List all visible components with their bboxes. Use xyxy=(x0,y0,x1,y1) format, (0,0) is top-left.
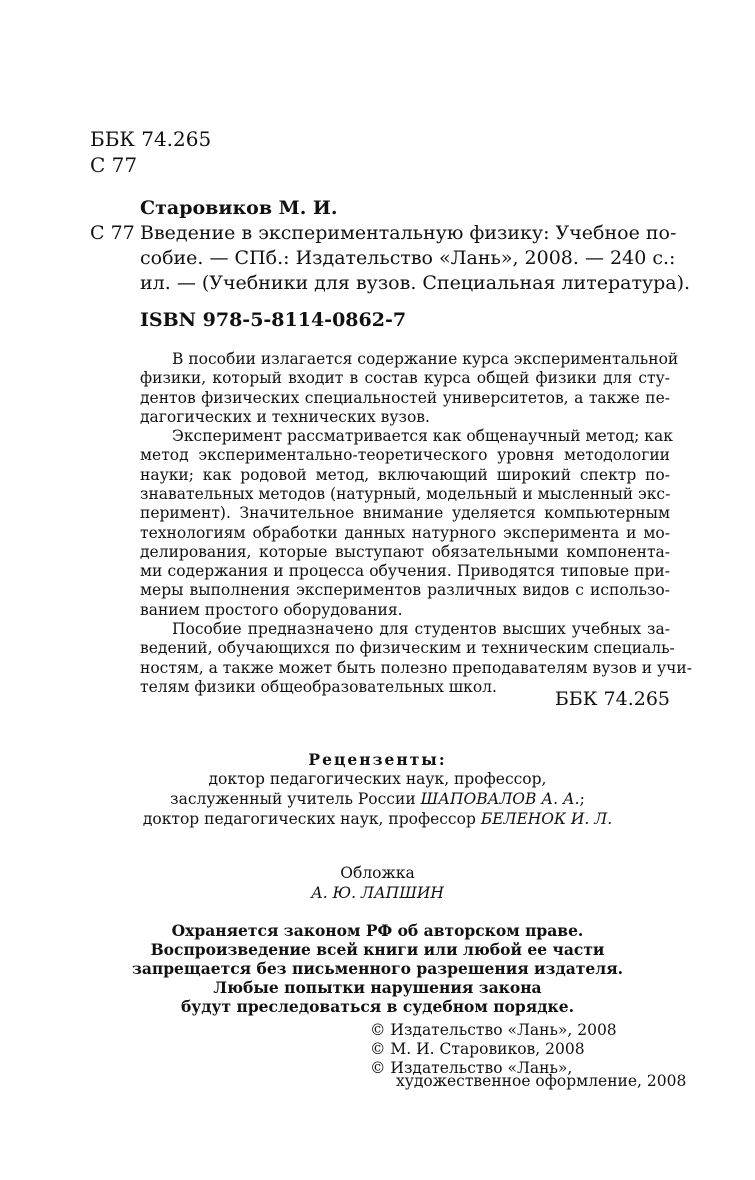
abstract-line: перимент). Значительное внимание уделяется компьютерным xyxy=(140,504,670,522)
author-name: Старовиков М. И. xyxy=(140,197,338,219)
notice-line: Охраняется законом РФ об авторском праве. xyxy=(171,921,584,940)
abstract-line: знавательных методов (натурный, модельный и мысленный экс- xyxy=(140,485,671,503)
bbk-classification: ББК 74.265 xyxy=(90,127,212,151)
author-mark-code: С 77 xyxy=(90,153,138,177)
copyright-line: © Издательство «Лань», xyxy=(370,1059,573,1077)
reviewer-name: БЕЛЕНОК И. Л. xyxy=(480,810,613,828)
copyright-line: художественное оформление, 2008 xyxy=(396,1072,687,1090)
abstract-line: телям физики общеобразовательных школ. xyxy=(140,678,497,696)
cover-designer: А. Ю. ЛАПШИН xyxy=(311,884,444,902)
abstract-line: ванием простого оборудования. xyxy=(140,601,403,619)
copyright-line: © М. И. Старовиков, 2008 xyxy=(370,1040,585,1058)
abstract-line: науки; как родовой метод, включающий широкий спектр по- xyxy=(140,466,670,484)
abstract-line: физики, который входит в состав курса общей физики для сту- xyxy=(140,369,670,387)
abstract-line: меры выполнения экспериментов различных видов с использо- xyxy=(140,581,670,599)
notice-line: будут преследоваться в судебном порядке. xyxy=(180,997,575,1016)
abstract-bbk: ББК 74.265 xyxy=(554,688,670,710)
abstract-line: метод экспериментально-теоретического уровня методологии xyxy=(140,446,670,464)
cover-label: Обложка xyxy=(340,864,415,882)
notice-line: Любые попытки нарушения закона xyxy=(213,978,542,997)
abstract-line: дагогических и технических вузов. xyxy=(140,408,430,426)
reviewer-separator: ; xyxy=(579,790,585,808)
reviewer-line: доктор педагогических наук, профессор, xyxy=(208,770,547,788)
reviewer-line xyxy=(0,790,755,809)
abstract-line: В пособии излагается содержание курса экспериментальной xyxy=(172,350,679,368)
abstract-line: ностям, а также может быть полезно преподавателям вузов и учи- xyxy=(140,659,692,677)
reviewer-name: ШАПОВАЛОВ А. А. xyxy=(420,790,580,808)
abstract-line: делирования, которые выступают обязательными компонента- xyxy=(140,543,670,561)
abstract-line: дентов физических специальностей университетов, а также пе- xyxy=(140,389,670,407)
abstract-line: ведений, обучающихся по физическим и техническим специаль- xyxy=(140,639,675,657)
reviewer-line xyxy=(0,810,755,829)
record-description-line: ил. — (Учебники для вузов. Специальная литература). xyxy=(140,272,691,294)
record-description-line: Введение в экспериментальную физику: Учебное по- xyxy=(140,222,677,244)
copyright-line: © Издательство «Лань», 2008 xyxy=(370,1021,617,1039)
abstract-line: ми содержания и процесса обучения. Приводятся типовые при- xyxy=(140,562,670,580)
abstract-line: технологиям обработки данных натурного эксперимента и мо- xyxy=(140,524,670,542)
record-description-line: собие. — СПб.: Издательство «Лань», 2008. — 240 с.: xyxy=(140,247,676,269)
abstract-line: Эксперимент рассматривается как общенаучный метод; как xyxy=(172,427,673,445)
notice-line: запрещается без письменного разрешения издателя. xyxy=(131,959,624,978)
record-code: С 77 xyxy=(90,222,135,244)
reviewers-heading: Рецензенты: xyxy=(308,750,447,769)
isbn: ISBN 978-5-8114-0862-7 xyxy=(140,309,407,331)
notice-line: Воспроизведение всей книги или любой ее части xyxy=(150,940,605,959)
abstract-line: Пособие предназначено для студентов высших учебных за- xyxy=(172,620,670,638)
reviewer-title: заслуженный учитель России xyxy=(170,790,416,808)
reviewer-title: доктор педагогических наук, профессор xyxy=(142,810,476,828)
